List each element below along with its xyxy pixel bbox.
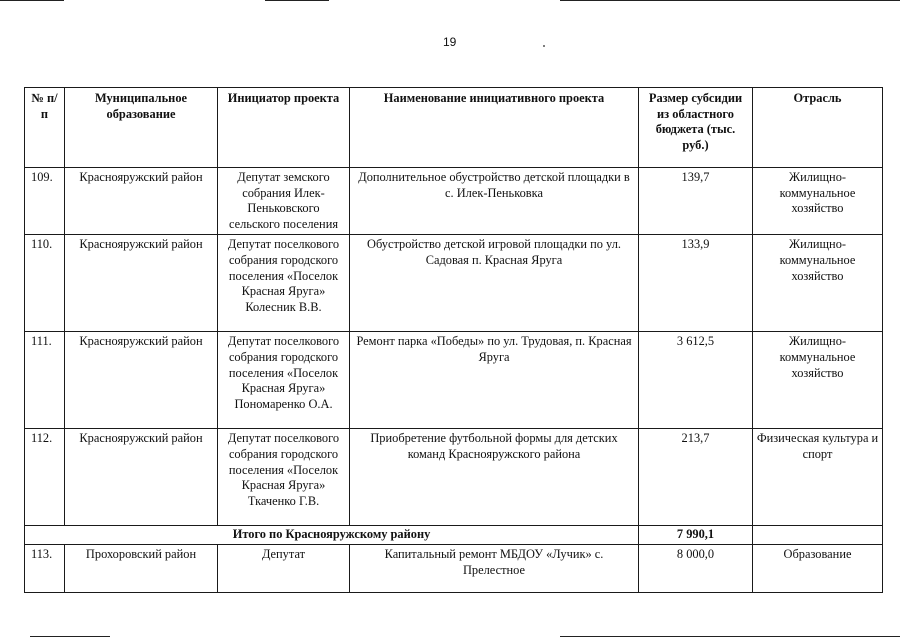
- bottom-edge-line-left: [30, 636, 110, 637]
- row-initiator: Депутат поселкового собрания городского поселения «Поселок Красная Яруга» Ткаченко Г.В.: [218, 429, 350, 526]
- top-edge-line-left: [0, 0, 64, 1]
- row-subsidy: 133,9: [639, 235, 753, 332]
- header-sector: Отрасль: [753, 88, 883, 168]
- row-project: Ремонт парка «Победы» по ул. Трудовая, п. Красная Яруга: [350, 332, 639, 429]
- row-municipality: Краснояружский район: [65, 168, 218, 235]
- table-row: [25, 168, 883, 235]
- row-sector: Физическая культура и спорт: [753, 429, 883, 526]
- subsidy-table: [24, 87, 883, 593]
- total-row: [25, 526, 883, 545]
- table-row: [25, 429, 883, 526]
- row-project: Дополнительное обустройство детской площадки в с. Илек-Пеньковка: [350, 168, 639, 235]
- row-municipality: Краснояружский район: [65, 429, 218, 526]
- row-municipality: Краснояружский район: [65, 332, 218, 429]
- row-num: 109.: [25, 168, 65, 235]
- table-row: [25, 332, 883, 429]
- row-subsidy: 139,7: [639, 168, 753, 235]
- row-project: Капитальный ремонт МБДОУ «Лучик» с. Прелестное: [350, 544, 639, 592]
- bottom-edge-line-right: [560, 636, 900, 637]
- row-num: 112.: [25, 429, 65, 526]
- page-number: 19: [443, 35, 457, 49]
- header-num: № п/п: [25, 88, 65, 168]
- row-municipality: Краснояружский район: [65, 235, 218, 332]
- row-subsidy: 3 612,5: [639, 332, 753, 429]
- row-initiator: Депутат поселкового собрания городского поселения «Поселок Красная Яруга» Колесник В.В.: [218, 235, 350, 332]
- header-initiator: Инициатор проекта: [218, 88, 350, 168]
- row-project: Приобретение футбольной формы для детских команд Краснояружского района: [350, 429, 639, 526]
- table-header-row: [25, 88, 883, 168]
- row-municipality: Прохоровский район: [65, 544, 218, 592]
- row-sector: Жилищно-коммунальное хозяйство: [753, 235, 883, 332]
- row-sector: Жилищно-коммунальное хозяйство: [753, 332, 883, 429]
- header-municipality: Муниципальное образование: [65, 88, 218, 168]
- row-num: 111.: [25, 332, 65, 429]
- row-project: Обустройство детской игровой площадки по ул. Садовая п. Красная Яруга: [350, 235, 639, 332]
- row-num: 113.: [25, 544, 65, 592]
- row-subsidy: 8 000,0: [639, 544, 753, 592]
- top-edge-line-right: [560, 0, 900, 1]
- header-subsidy: Размер субсидии из областного бюджета (тыс. руб.): [639, 88, 753, 168]
- table-row: [25, 235, 883, 332]
- total-value: 7 990,1: [639, 526, 753, 545]
- row-subsidy: 213,7: [639, 429, 753, 526]
- top-edge-line-center: [265, 0, 329, 1]
- header-project: Наименование инициативного проекта: [350, 88, 639, 168]
- total-label: Итого по Краснояружскому району: [25, 526, 639, 545]
- row-initiator: Депутат: [218, 544, 350, 592]
- row-initiator: Депутат поселкового собрания городского поселения «Поселок Красная Яруга» Пономаренко О.А.: [218, 332, 350, 429]
- row-num: 110.: [25, 235, 65, 332]
- row-sector: Образование: [753, 544, 883, 592]
- row-sector: Жилищно-коммунальное хозяйство: [753, 168, 883, 235]
- table-row: [25, 544, 883, 592]
- row-initiator: Депутат земского собрания Илек-Пеньковского сельского поселения: [218, 168, 350, 235]
- total-empty-cell: [753, 526, 883, 545]
- scan-speck: [543, 45, 545, 47]
